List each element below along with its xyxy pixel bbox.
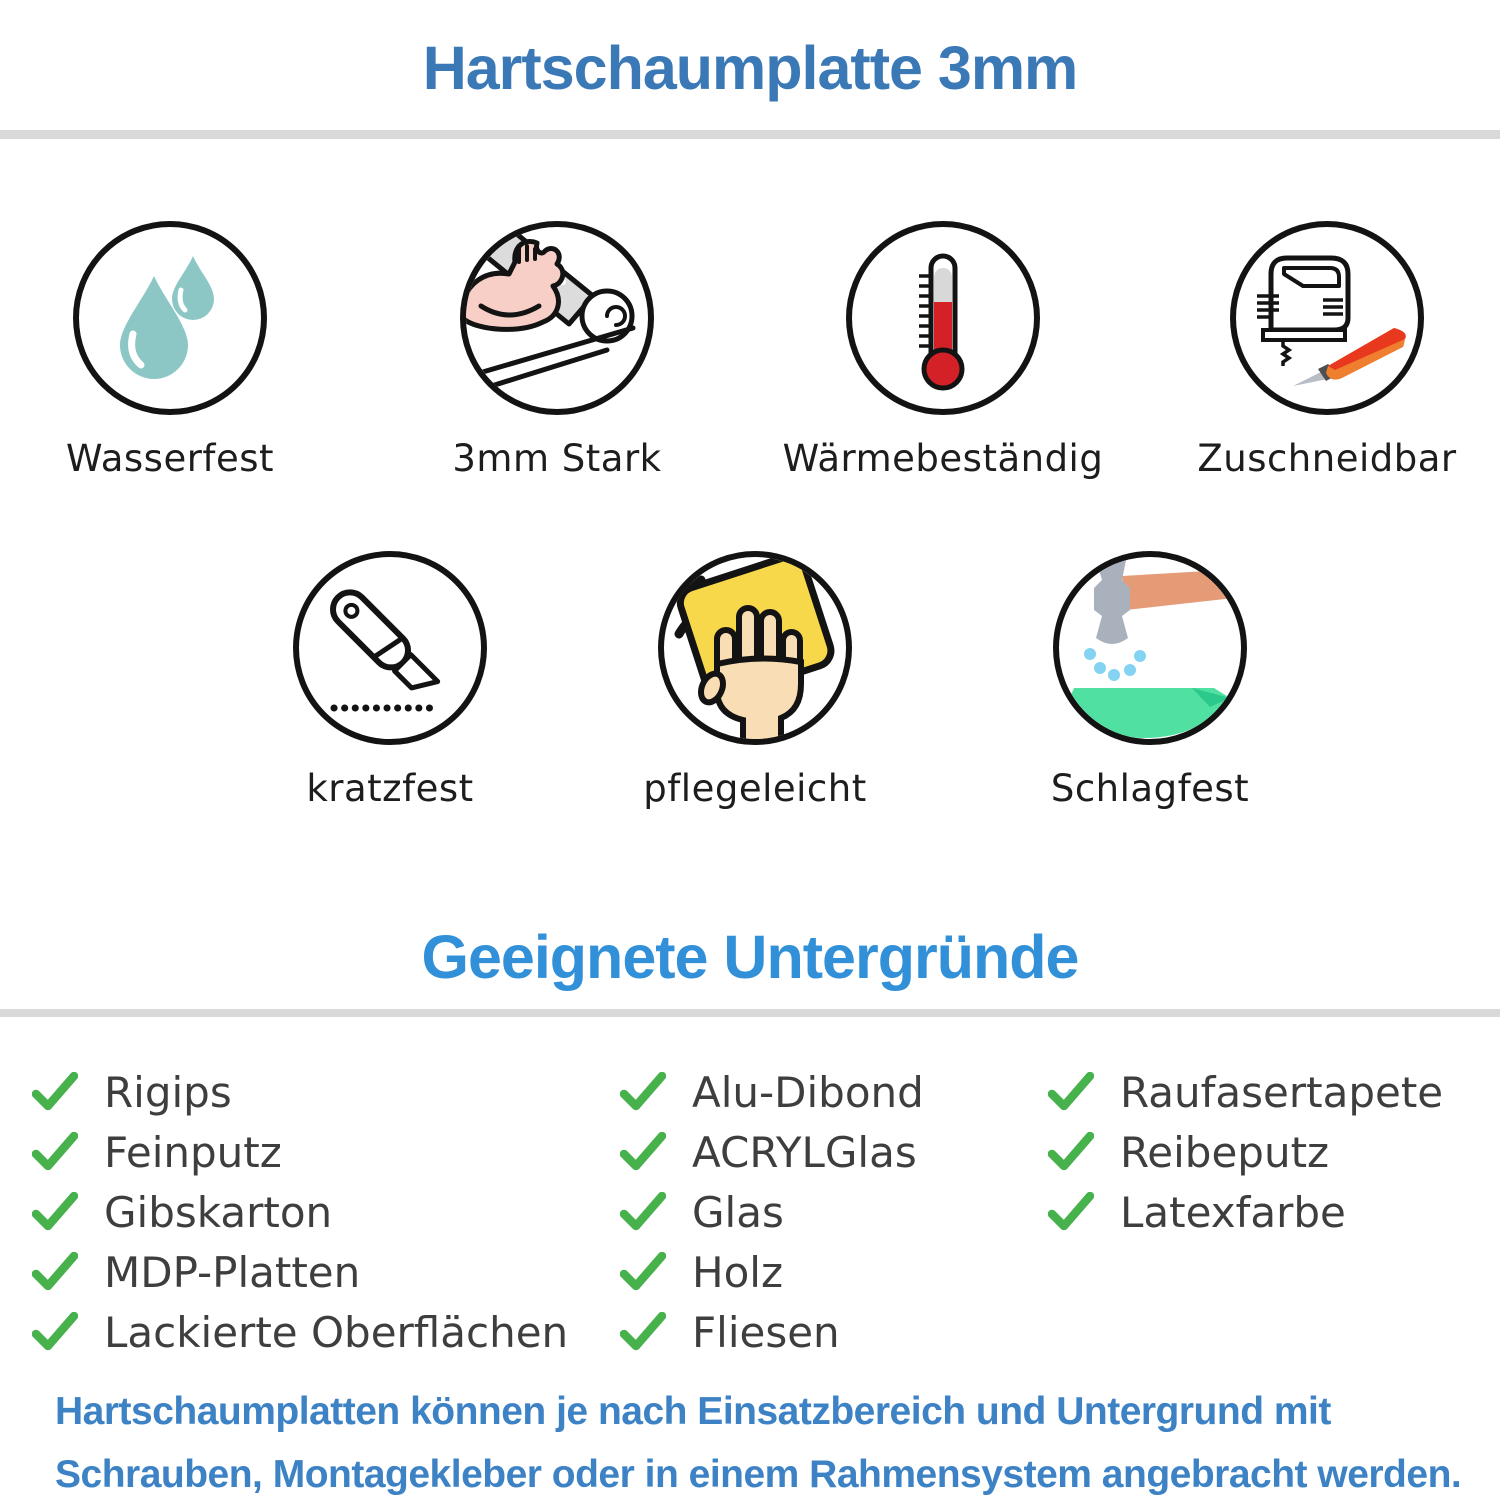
feature-zuschneidbar bbox=[1157, 218, 1497, 480]
checklist-item-label: Latexfarbe bbox=[1120, 1187, 1346, 1237]
check-icon bbox=[32, 1132, 78, 1172]
wiping-hand-icon bbox=[655, 548, 855, 748]
hammer-icon bbox=[1050, 548, 1250, 748]
checklist-item bbox=[1048, 1182, 1443, 1242]
mounting-note-line-2: Schrauben, Montagekleber oder in einem Rahmensystem angebracht werden. bbox=[55, 1453, 1462, 1496]
checklist-column-3 bbox=[1048, 1062, 1443, 1242]
check-icon bbox=[620, 1192, 666, 1232]
check-icon bbox=[32, 1192, 78, 1232]
checklist-item bbox=[1048, 1122, 1443, 1182]
feature-waermebestaendig bbox=[773, 218, 1113, 480]
checklist-item-label: ACRYLGlas bbox=[692, 1127, 917, 1177]
feature-label: Wärmebeständig bbox=[782, 437, 1104, 480]
thermometer-icon bbox=[843, 218, 1043, 418]
checklist-item bbox=[32, 1302, 568, 1362]
feature-label: Schlagfest bbox=[1050, 767, 1250, 810]
section-title-untergruende: Geeignete Untergründe bbox=[421, 923, 1079, 991]
checklist-column-2 bbox=[620, 1062, 924, 1362]
feature-label: pflegeleicht bbox=[643, 767, 867, 810]
feature-kratzfest bbox=[220, 548, 560, 810]
checklist-item bbox=[620, 1182, 924, 1242]
feature-label: 3mm Stark bbox=[452, 437, 662, 480]
feature-label: Zuschneidbar bbox=[1197, 437, 1457, 480]
checklist-item bbox=[620, 1122, 924, 1182]
checklist-item-label: Rigips bbox=[104, 1067, 232, 1117]
feature-wasserfest bbox=[0, 218, 340, 480]
checklist-item bbox=[32, 1182, 568, 1242]
mounting-note-line-1: Hartschaumplatten können je nach Einsatzbereich und Untergrund mit bbox=[55, 1390, 1331, 1433]
feature-schlagfest bbox=[980, 548, 1320, 810]
mounting-note bbox=[55, 1380, 1461, 1500]
checklist-item bbox=[32, 1242, 568, 1302]
checklist-item bbox=[32, 1122, 568, 1182]
check-icon bbox=[32, 1252, 78, 1292]
checklist-column-1 bbox=[32, 1062, 568, 1362]
utility-knife-icon bbox=[290, 548, 490, 748]
checklist-item-label: Holz bbox=[692, 1247, 783, 1297]
checklist-item-label: Fliesen bbox=[692, 1307, 840, 1357]
water-drops-icon bbox=[70, 218, 270, 418]
checklist-item-label: Alu-Dibond bbox=[692, 1067, 924, 1117]
check-icon bbox=[1048, 1192, 1094, 1232]
divider-middle bbox=[0, 1009, 1500, 1017]
checklist-item-label: Glas bbox=[692, 1187, 784, 1237]
checklist-item bbox=[620, 1062, 924, 1122]
flexed-arm-icon bbox=[457, 218, 657, 418]
checklist-item-label: Raufasertapete bbox=[1120, 1067, 1444, 1117]
check-icon bbox=[620, 1072, 666, 1112]
feature-label: kratzfest bbox=[306, 767, 474, 810]
feature-label: Wasserfest bbox=[66, 437, 274, 480]
feature-pflegeleicht bbox=[585, 548, 925, 810]
check-icon bbox=[620, 1312, 666, 1352]
checklist-item-label: Gibskarton bbox=[104, 1187, 333, 1237]
checklist-item-label: Lackierte Oberflächen bbox=[104, 1307, 569, 1357]
checklist-item-label: Reibeputz bbox=[1120, 1127, 1330, 1177]
jigsaw-icon bbox=[1227, 218, 1427, 418]
checklist-item bbox=[1048, 1062, 1443, 1122]
checklist-item bbox=[620, 1242, 924, 1302]
page-title: Hartschaumplatte 3mm bbox=[422, 34, 1078, 102]
check-icon bbox=[1048, 1132, 1094, 1172]
check-icon bbox=[32, 1312, 78, 1352]
check-icon bbox=[620, 1252, 666, 1292]
check-icon bbox=[32, 1072, 78, 1112]
divider-top bbox=[0, 130, 1500, 139]
checklist-item bbox=[32, 1062, 568, 1122]
feature-3mm-stark bbox=[387, 218, 727, 480]
checklist-item-label: MDP-Platten bbox=[104, 1247, 361, 1297]
check-icon bbox=[620, 1132, 666, 1172]
checklist-item bbox=[620, 1302, 924, 1362]
checklist-item-label: Feinputz bbox=[104, 1127, 282, 1177]
check-icon bbox=[1048, 1072, 1094, 1112]
